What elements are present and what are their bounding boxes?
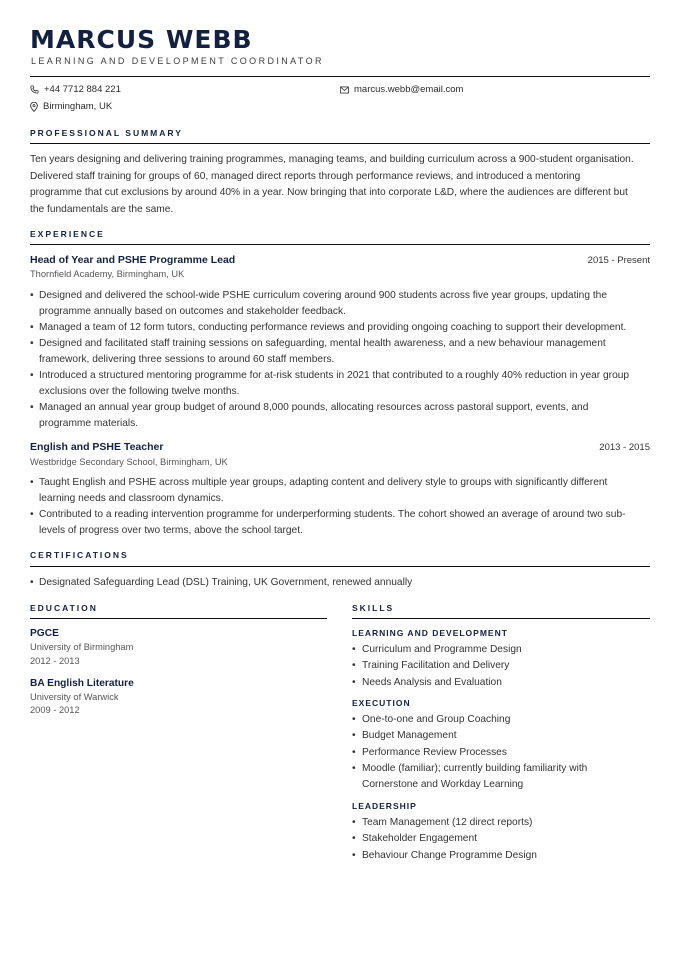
job-bullet-list <box>30 475 650 539</box>
skill-item: • Needs Analysis and Evaluation <box>352 675 642 691</box>
phone-text: +44 7712 884 221 <box>44 84 121 95</box>
skill-category: EXECUTION <box>352 698 411 708</box>
certifications-heading: CERTIFICATIONS <box>30 550 129 560</box>
certification-item: • Designated Safeguarding Lead (DSL) Training, UK Government, renewed annually <box>30 575 650 591</box>
certifications-divider <box>30 566 650 567</box>
skills-heading: SKILLS <box>352 603 395 613</box>
education-divider <box>30 618 327 619</box>
summary-heading: PROFESSIONAL SUMMARY <box>30 128 183 138</box>
email-text: marcus.webb@email.com <box>354 84 464 95</box>
experience-heading: EXPERIENCE <box>30 229 105 239</box>
contact-location <box>30 101 112 112</box>
skill-list <box>352 642 642 691</box>
job-bullet: • Designed and delivered the school-wide PSHE curriculum covering around 900 students across five year groups, updating the programme annually based on outcomes and stakeholder feedback. <box>30 288 650 320</box>
summary-divider <box>30 143 650 144</box>
skill-item: • Moodle (familiar); currently building familiarity with Cornerstone and Workday Learning <box>352 761 642 794</box>
job-bullet: • Contributed to a reading intervention programme for underperforming students. The cohort showed an average of around two sub- levels of progress over two terms, above the school target. <box>30 507 650 539</box>
skill-item: • Training Facilitation and Delivery <box>352 658 642 674</box>
certification-list <box>30 575 650 591</box>
mail-icon <box>340 86 349 94</box>
education-heading: EDUCATION <box>30 603 98 613</box>
job-bullet: • Managed a team of 12 form tutors, conducting performance reviews and providing ongoing coaching to support their development. <box>30 320 650 336</box>
job-organisation: Westbridge Secondary School, Birmingham, UK <box>30 457 228 467</box>
summary-text <box>30 152 650 218</box>
skill-item: • One-to-one and Group Coaching <box>352 712 642 728</box>
skill-category: LEADERSHIP <box>352 801 417 811</box>
education-degree: PGCE <box>30 628 59 639</box>
location-pin-icon <box>30 102 38 112</box>
header-divider <box>30 76 650 77</box>
contact-phone[interactable] <box>30 84 121 95</box>
job-bullet: • Taught English and PSHE across multiple year groups, adapting content and delivery style to groups with significantly different learning needs and classroom dynamics. <box>30 475 650 507</box>
job-dates: 2015 - Present <box>587 255 650 266</box>
skills-divider <box>352 618 650 619</box>
skill-category: LEARNING AND DEVELOPMENT <box>352 628 508 638</box>
job-title: Head of Year and PSHE Programme Lead <box>30 254 236 266</box>
experience-divider <box>30 244 650 245</box>
job-bullet: • Introduced a structured mentoring programme for at-risk students in 2021 that contributed to a roughly 40% reduction in year group exclusions over the following twelve months. <box>30 368 650 400</box>
job-bullet: • Managed an annual year group budget of around 8,000 pounds, allocating resources across pastoral support, events, and programme materials. <box>30 400 650 432</box>
job-bullet: • Designed and facilitated staff training sessions on safeguarding, mental health awareness, and a new behaviour management framework, delivering three sessions to around 60 staff members. <box>30 336 650 368</box>
education-degree: BA English Literature <box>30 678 134 689</box>
skill-item: • Behaviour Change Programme Design <box>352 848 642 864</box>
phone-icon <box>30 85 39 94</box>
candidate-name: MARCUS WEBB <box>30 25 253 54</box>
summary-line: Ten years designing and delivering training programmes, managing teams, and building curriculum across a 900-student organisation. <box>30 154 634 165</box>
summary-line: the fundamentals are the same. <box>30 203 174 215</box>
job-title: English and PSHE Teacher <box>30 441 164 453</box>
education-school: University of Warwick <box>30 692 119 702</box>
contact-email[interactable] <box>340 84 463 95</box>
summary-line: Delivered staff training for groups of 60, managed direct reports through performance reviews, and introduced a mentoring <box>30 170 581 182</box>
skill-item: • Curriculum and Programme Design <box>352 642 642 658</box>
skill-item: • Performance Review Processes <box>352 745 642 761</box>
education-school: University of Birmingham <box>30 642 134 652</box>
location-text: Birmingham, UK <box>43 101 113 112</box>
education-years: 2012 - 2013 <box>30 656 80 666</box>
skill-list <box>352 815 642 864</box>
skill-list <box>352 712 642 793</box>
candidate-role: LEARNING AND DEVELOPMENT COORDINATOR <box>31 56 324 66</box>
education-years: 2009 - 2012 <box>30 705 80 715</box>
job-organisation: Thornfield Academy, Birmingham, UK <box>30 269 185 279</box>
job-bullet-list <box>30 288 650 432</box>
skill-item: • Budget Management <box>352 728 642 744</box>
summary-line: programme that cut exclusions by around 40% in a year. Now bringing that into corporate L&D, where the audiences are different but <box>30 187 628 198</box>
skill-item: • Stakeholder Engagement <box>352 831 642 847</box>
skill-item: • Team Management (12 direct reports) <box>352 815 642 831</box>
job-dates: 2013 - 2015 <box>599 442 650 453</box>
